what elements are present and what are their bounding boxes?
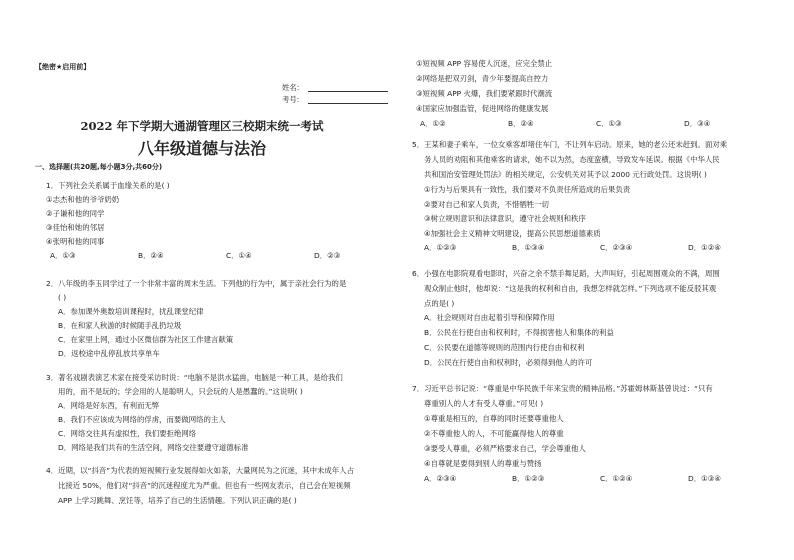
q2-option-c[interactable]: C．在家里上网，通过小区微信群为社区工作建言献策 [58, 335, 234, 344]
section-heading: 一、选择题(共20题,每小题3分,共60分) [35, 163, 163, 171]
q4-item: ④国家应加强监管，促进网络的健康发展 [416, 104, 549, 113]
q7-option-a[interactable]: A．②③④ [424, 474, 457, 483]
name-field[interactable] [308, 91, 388, 92]
exam-id-field[interactable] [308, 103, 388, 104]
q1-option-d[interactable]: D．②③ [314, 251, 341, 260]
q7-item: ①尊重是相互的，自尊的同时还要尊重他人 [424, 414, 564, 423]
q1-item: ④张明和他的同事 [46, 237, 105, 246]
q6-stem: 6．小强在电影院观看电影时，兴奋之余不禁手舞足蹈，大声叫好，引起周围观众的不满，周围 [412, 269, 720, 278]
q7-option-c[interactable]: C．①②④ [600, 474, 633, 483]
q7-stem: 7．习近平总书记说：“尊重是中华民族千年来宝贵的精神品格。”苏霍姆林斯基曾说过：“只有 [412, 384, 713, 393]
q3-stem: 用的，而不是玩的；学会用的人是聪明人，只会玩的人是愚蠢的。”这说明( ) [58, 387, 303, 396]
q2-stem: ( ) [58, 293, 67, 302]
q1-stem: 1．下列社会关系属于血缘关系的是( ) [46, 181, 170, 190]
q4-option-b[interactable]: B．②④ [508, 119, 534, 128]
q2-option-d[interactable]: D．返校途中乱停乱放共享单车 [58, 349, 160, 358]
q7-item: ③要受人尊重，必须严格要求自己，学会尊重他人 [424, 444, 586, 453]
q5-option-d[interactable]: D．①②④ [688, 243, 721, 252]
q5-option-b[interactable]: B．①③④ [512, 243, 545, 252]
confidential-stamp: 【绝密★启用前】 [35, 63, 91, 71]
q3-stem: 3．著名戏剧表演艺术家在接受采访时说：“电脑不是洪水猛兽，电脑是一种工具，是给我们 [46, 373, 343, 382]
exam-id-label: 考号: [282, 95, 300, 104]
q5-stem: 务人员的劝阻和其他乘客的请求，她不以为然，态度蛮横，导致发车延误。根据《中华人民 [424, 155, 720, 164]
q4-option-d[interactable]: D．③④ [684, 119, 711, 128]
q1-option-b[interactable]: B．②④ [138, 251, 164, 260]
q2-option-a[interactable]: A．参加课外奥数培训课程时，扰乱课堂纪律 [58, 307, 204, 316]
q6-stem: 观众制止他时，他却说：“这是我的权利和自由，我想怎样就怎样。”下列选项不能反驳其观 [424, 284, 717, 293]
q3-option-d[interactable]: D．网络是我们共有的生活空间，网络交往要遵守道德标准 [58, 443, 249, 452]
q7-item: ④自尊就是要得到别人的尊重与赞扬 [424, 459, 542, 468]
q4-stem: APP 上学习跳舞、烹饪等，培养了自己的生活情趣。下列认识正确的是( ) [58, 496, 297, 505]
q7-stem: 尊重别人的人才有受人尊重。”可见( ) [424, 399, 544, 408]
q2-option-b[interactable]: B．在和家人秋游的时候随手乱扔垃圾 [58, 321, 182, 330]
q6-option-a[interactable]: A．社会规则对自由起着引导和保障作用 [424, 313, 555, 322]
exam-title: 2022 年下学期大通湖管理区三校期末统一考试 [80, 119, 324, 133]
q7-option-b[interactable]: B．①②③ [512, 474, 545, 483]
q6-option-c[interactable]: C．公民要在道德等规则的范围内行使自由和权利 [424, 343, 585, 352]
q1-item: ②子谦和他的同学 [46, 209, 105, 218]
q3-option-c[interactable]: C．网络交往具有虚拟性，我们要拒绝网络 [58, 429, 197, 438]
q5-option-a[interactable]: A．①②③ [424, 243, 457, 252]
q5-stem: 共和国治安管理处罚法》的相关规定，公安机关对其予以 2000 元行政处罚。这说明( ) [424, 170, 707, 179]
q7-option-d[interactable]: D．①③④ [688, 474, 721, 483]
q5-item: ①行为与后果具有一致性，我们要对不负责任所造成的后果负责 [424, 185, 631, 194]
name-label: 姓名: [282, 83, 300, 92]
q1-item: ①志杰和他的爷爷奶奶 [46, 195, 120, 204]
q4-item: ③短视频 APP 火爆，我们要紧跟时代潮流 [416, 89, 553, 98]
q5-item: ④加强社会主义精神文明建设，提高公民思想道德素质 [424, 229, 601, 238]
q5-item: ②要对自己和家人负责，不惜牺牲一切 [424, 200, 549, 209]
q4-item: ②网络是把双刃剑，青少年要提高自控力 [416, 74, 549, 83]
q5-option-c[interactable]: C．②③④ [600, 243, 633, 252]
q4-stem: 比接近 50%，他们对“抖音”的沉迷程度尤为严重。但也有一些网友表示，自己会在短视频 [58, 481, 351, 490]
q4-option-c[interactable]: C．①③ [596, 119, 622, 128]
q7-item: ②不尊重他人的人，不可能赢得他人的尊重 [424, 429, 564, 438]
q2-stem: 2．八年级的李玉同学过了一个非常丰富的周末生活。下列他的行为中，属于亲社会行为的是 [46, 279, 347, 288]
q4-stem: 4．近期，以“抖音”为代表的短视频行业发展得如火如荼，大量网民为之沉迷，其中未成年人占 [46, 466, 354, 475]
q4-item: ①短视频 APP 容易使人沉迷，应完全禁止 [416, 59, 553, 68]
exam-subject: 八年级道德与法治 [137, 139, 266, 158]
q6-option-d[interactable]: D．公民在行使自由和权利时，必须得到他人的许可 [424, 358, 593, 367]
q3-option-b[interactable]: B．我们不应该成为网络的俘虏，而要做网络的主人 [58, 415, 226, 424]
q5-stem: 5．王某和妻子乘车，一位女乘客却堵住车门，不让列车启动。原来，她的老公还未赶到。面对乘 [412, 140, 728, 149]
q1-option-a[interactable]: A．①③ [50, 251, 76, 260]
q1-item: ③佳怡和她的邻居 [46, 223, 105, 232]
q5-item: ③树立规则意识和法律意识，遵守社会规则和秩序 [424, 214, 586, 223]
q1-option-c[interactable]: C．①④ [226, 251, 252, 260]
q6-option-b[interactable]: B．公民在行使自由和权利时，不得损害他人和集体的利益 [424, 328, 614, 337]
q6-stem: 点的是( ) [424, 299, 455, 308]
q3-option-a[interactable]: A．网络是好东西，有利而无弊 [58, 401, 160, 410]
q4-option-a[interactable]: A．①② [420, 119, 446, 128]
